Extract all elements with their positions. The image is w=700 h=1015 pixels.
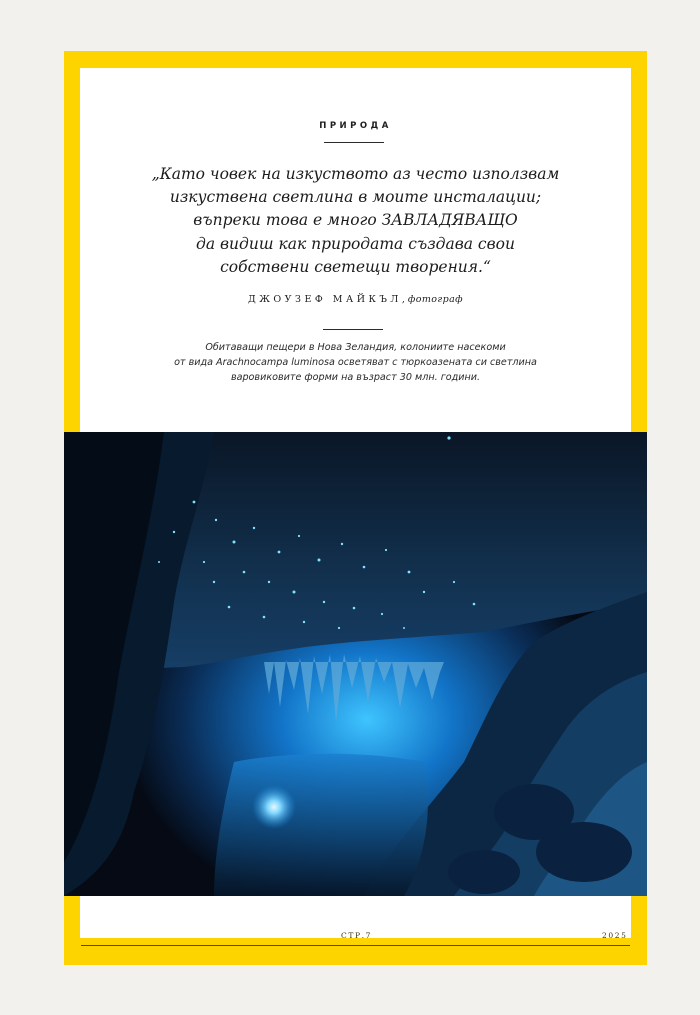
- divider-middle: [323, 329, 383, 330]
- underground-stream: [214, 754, 428, 896]
- section-label: ПРИРОДА: [319, 121, 392, 131]
- footer-divider: [81, 945, 630, 946]
- light-reflection: [252, 785, 296, 829]
- caption-line: [110, 355, 601, 370]
- caption-line: Обитаващи пещери в Нова Зеландия, колониите насекоми: [205, 342, 506, 353]
- author-role: фотограф: [407, 294, 463, 305]
- species-name: Arachnocampa luminosa: [216, 357, 335, 368]
- quote-line: собствени светещи творения.“: [220, 257, 491, 276]
- author-name: ДЖОУЗЕФ МАЙКЪЛ: [248, 294, 402, 305]
- photo-caption: [110, 340, 601, 385]
- quote-line: изкуствена светлина в моите инсталации;: [169, 188, 542, 207]
- quote-line: въпреки това е много ЗАВЛАДЯВАЩО: [193, 211, 518, 230]
- caption-text: осветяват с тюркоазената си светлина: [337, 357, 537, 368]
- pull-quote: [120, 163, 591, 279]
- quote-attribution: [80, 294, 631, 305]
- attribution-separator: ,: [401, 294, 405, 305]
- quote-line: да видиш как природата създава свои: [196, 234, 515, 253]
- cave-illustration: [64, 432, 647, 896]
- caption-text: от вида: [174, 357, 213, 368]
- page-number: СТР.7: [341, 931, 372, 940]
- cave-photo: [64, 432, 647, 896]
- issue-year: 2025: [602, 931, 628, 940]
- divider-top: [324, 142, 384, 143]
- quote-line: „Като човек на изкуството аз често използвам: [151, 165, 560, 183]
- caption-line: варовиковите форми на възраст 30 млн. години.: [230, 372, 481, 383]
